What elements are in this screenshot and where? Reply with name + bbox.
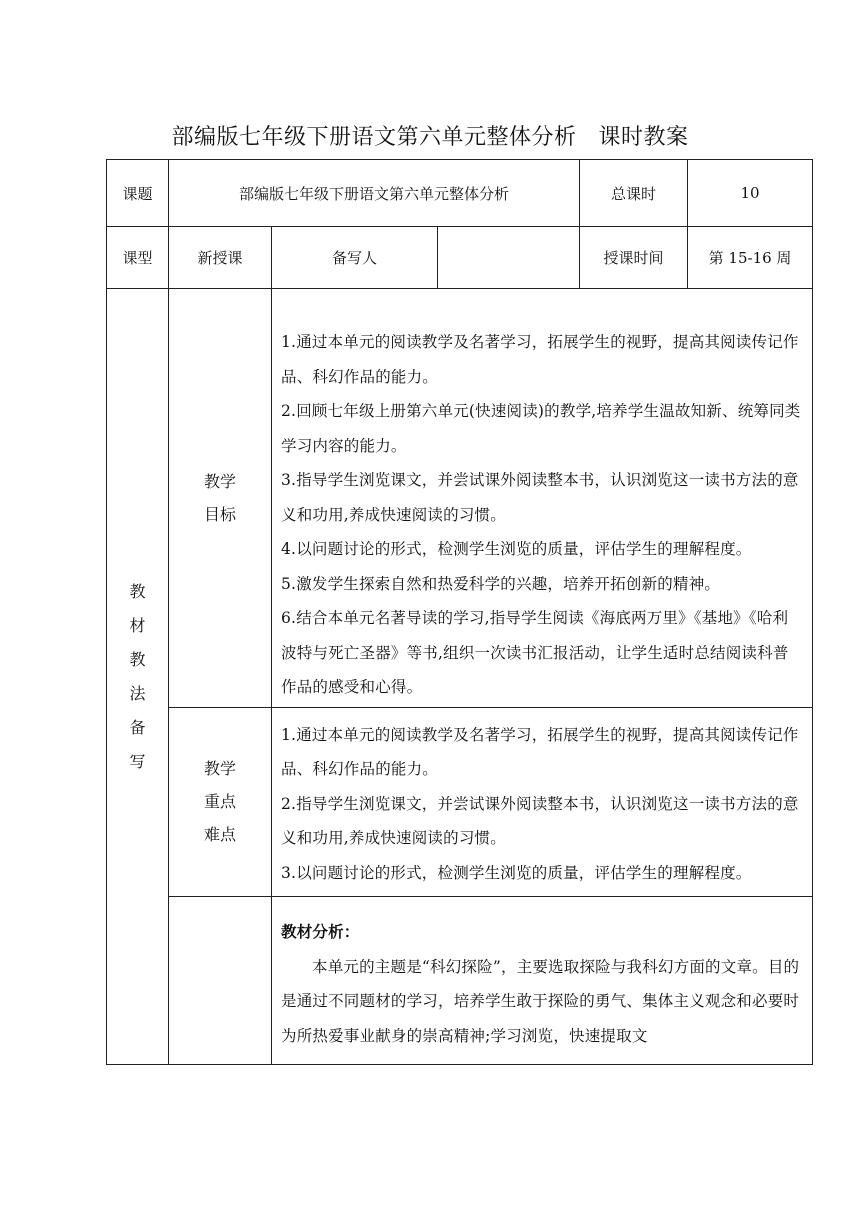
analysis-heading: 教材分析： [281,922,360,941]
goal-item: 4.以问题讨论的形式，检测学生浏览的质量，评估学生的理解程度。 [281,540,752,558]
key-points-label: 教学 重点 难点 [169,707,272,897]
analysis-content [272,897,813,1065]
goal-item: 1.通过本单元的阅读教学及名著学习，拓展学生的视野，提高其阅读传记作品、科幻作品的能力。 [281,333,799,386]
table-row-goals [107,289,813,708]
goal-item: 2.回顾七年级上册第六单元(快速阅读)的教学,培养学生温故知新、统筹同类学习内容的能力。 [281,402,801,455]
title-suffix: 课时教案 [598,125,689,150]
time-label: 授课时间 [580,227,688,289]
title-main: 部编版七年级下册语文第六单元整体分析 [171,125,577,150]
key-point-item: 2.指导学生浏览课文，并尝试课外阅读整本书，认识浏览这一读书方法的意义和功用,养成快速阅读的习惯。 [281,794,799,847]
goal-item: 6.结合本单元名著导读的学习,指导学生阅读《海底两万里》《基地》《哈利 波特与死亡圣器》等书,组织一次读书汇报活动，让学生适时总结阅读科普作品的感受和心得。 [281,609,789,696]
topic-value: 部编版七年级下册语文第六单元整体分析 [169,160,580,227]
author-label: 备写人 [272,227,438,289]
total-hours-label: 总课时 [580,160,688,227]
key-point-item: 1.通过本单元的阅读教学及名著学习，拓展学生的视野，提高其阅读传记作品、科幻作品的能力。 [281,725,799,778]
author-value [438,227,580,289]
key-points-content [272,707,813,897]
table-row-topic [107,160,813,227]
goals-label: 教学 目标 [169,289,272,708]
goals-content [272,289,813,708]
goal-item: 3.指导学生浏览课文，并尝试课外阅读整本书，认识浏览这一读书方法的意义和功用,养成快速阅读的习惯。 [281,471,799,524]
table-row-analysis [107,897,813,1065]
type-value: 新授课 [169,227,272,289]
page-title [0,120,860,151]
topic-label: 课题 [107,160,169,227]
type-label: 课型 [107,227,169,289]
total-hours-value: 10 [688,160,813,227]
goal-item: 5.激发学生探索自然和热爱科学的兴趣，培养开拓创新的精神。 [281,574,721,593]
lesson-plan-table [106,159,813,1065]
table-row-type [107,227,813,289]
key-point-item: 3.以问题讨论的形式，检测学生浏览的质量，评估学生的理解程度。 [281,863,752,882]
table-row-key-points [107,707,813,897]
section-label: 教 材 教 法 备 写 [107,289,169,1065]
analysis-text: 本单元的主题是“科幻探险”，主要选取探险与我科幻方面的文章。目的是通过不同题材的学习，培养学生敢于探险的勇气、集体主义观念和必要时为所热爱事业献身的崇高精神;学习浏览，快速提取文 [281,957,800,1045]
analysis-label [169,897,272,1065]
time-value: 第 15-16 周 [688,227,813,289]
